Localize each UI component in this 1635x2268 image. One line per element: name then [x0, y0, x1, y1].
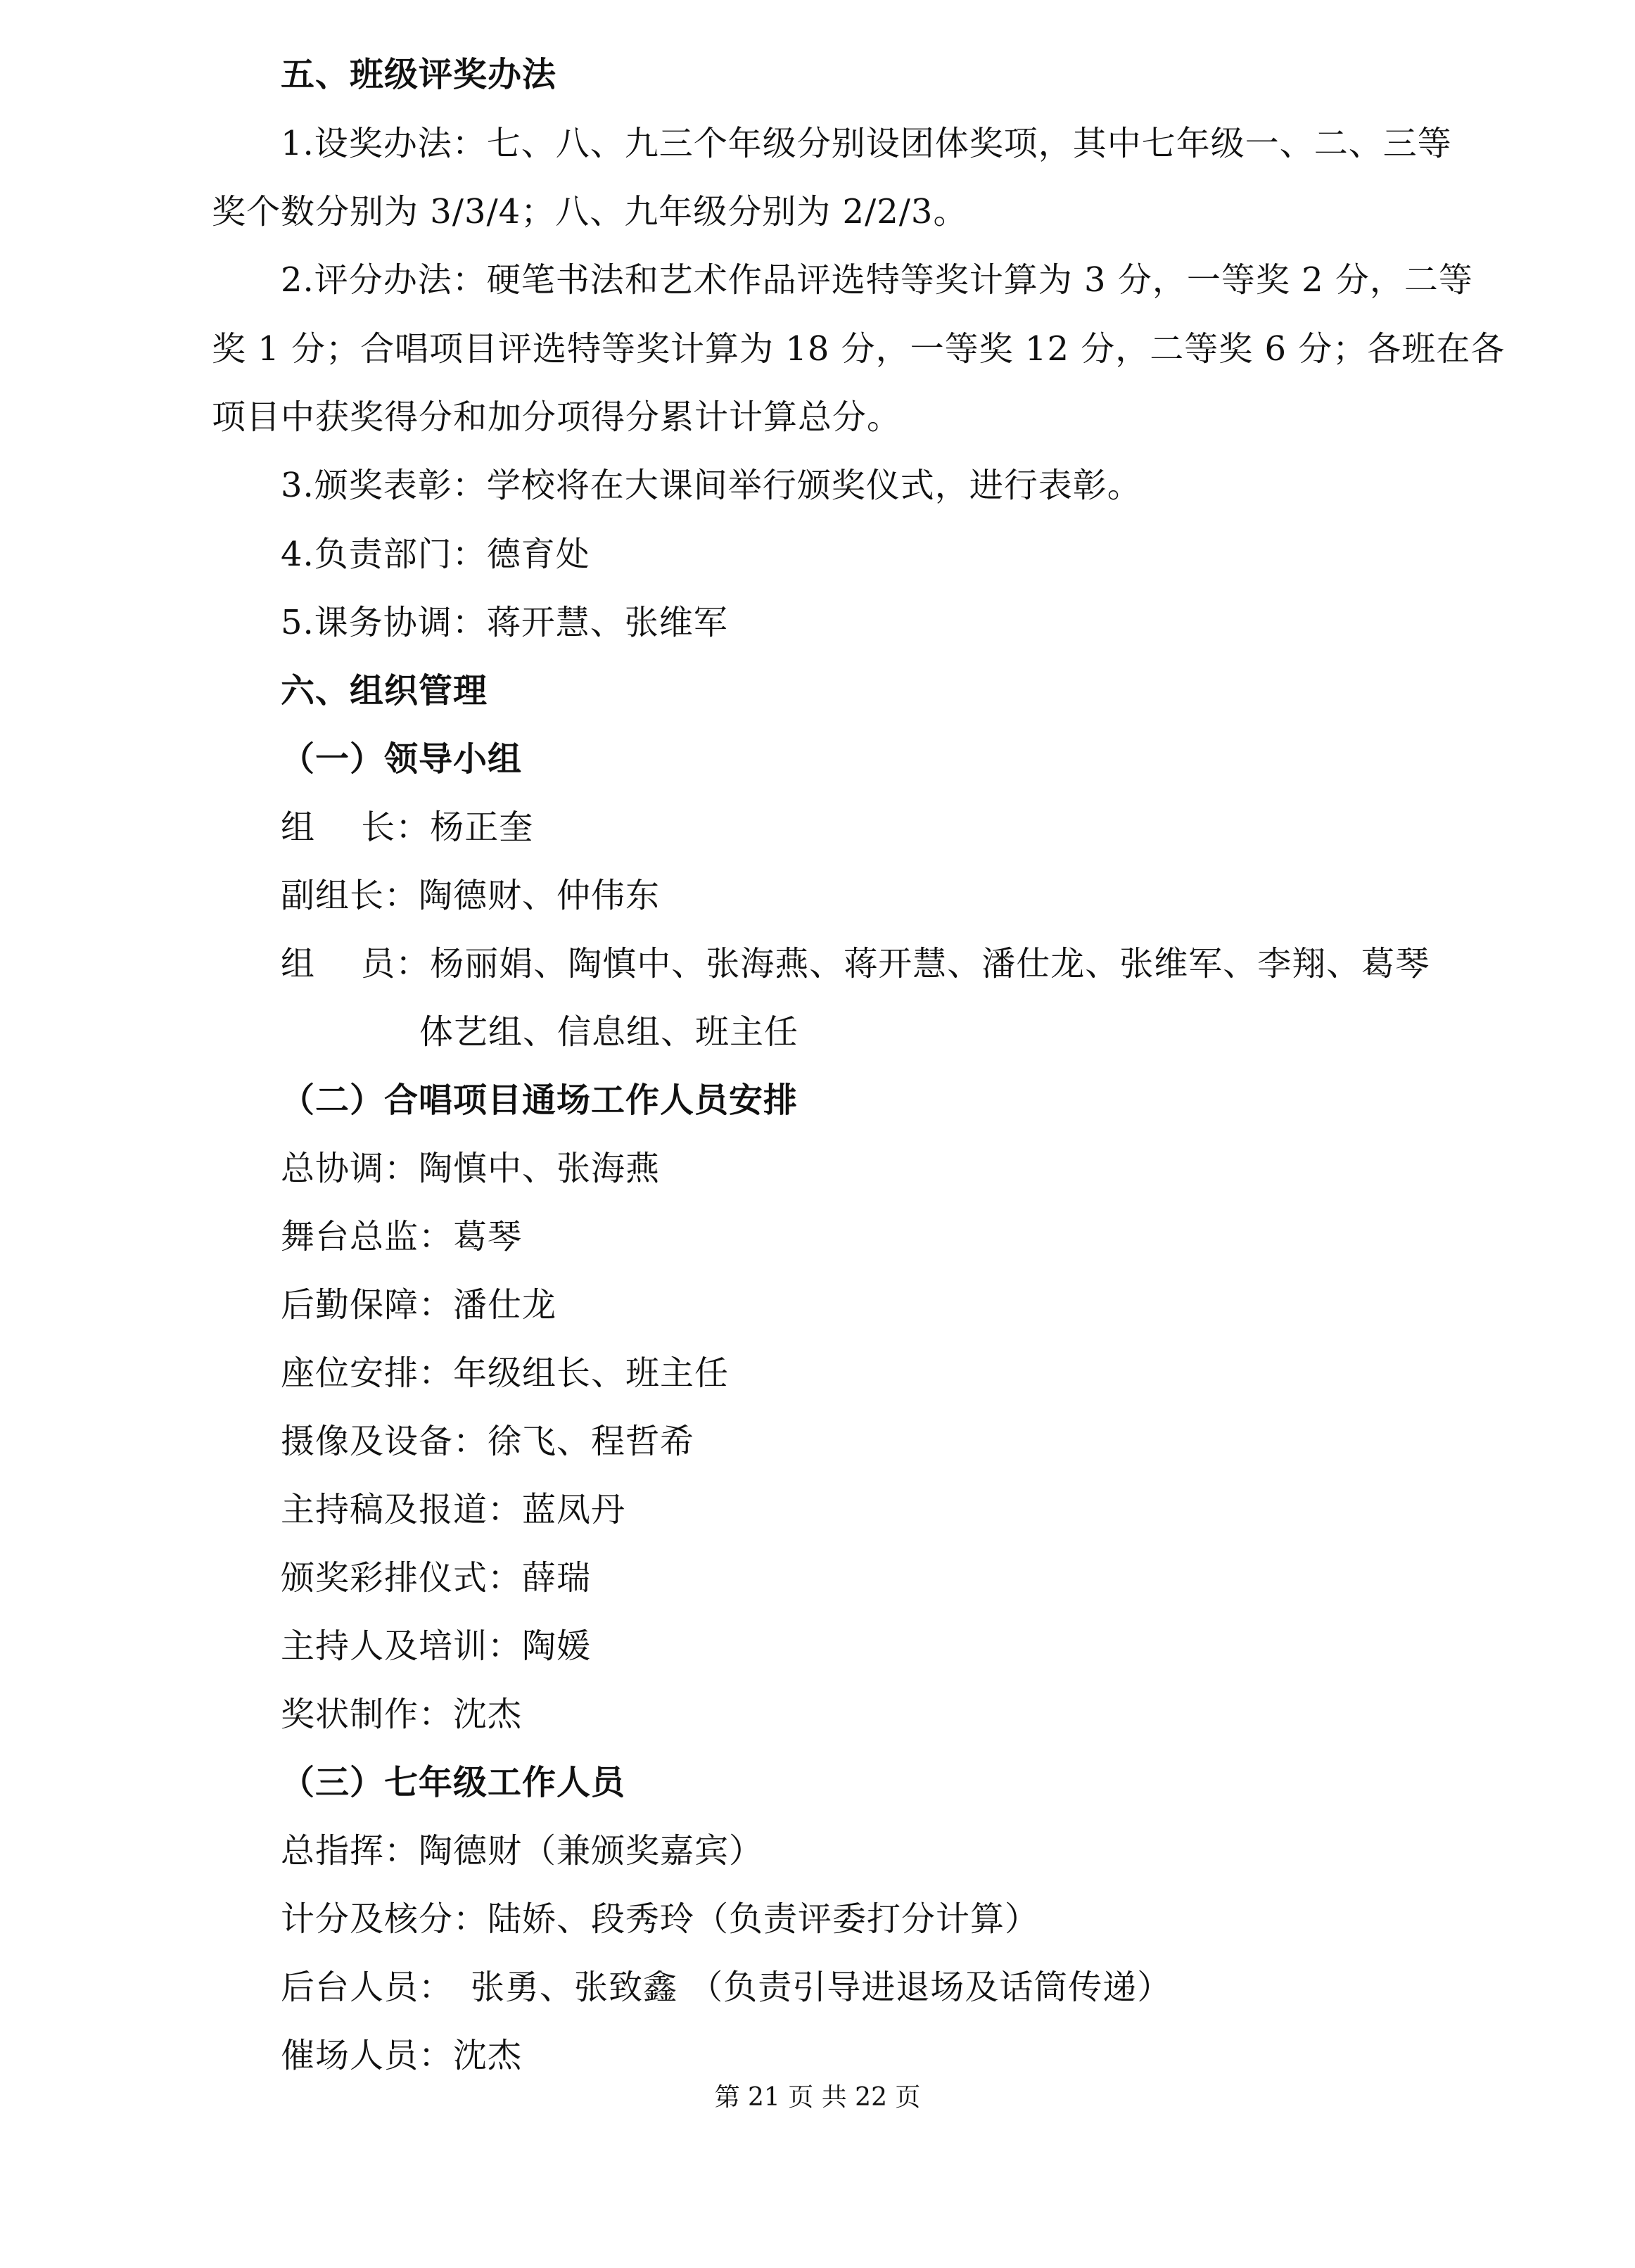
paragraph-line: 催场人员：沈杰	[281, 2036, 523, 2075]
paragraph-line: 3.颁奖表彰：学校将在大课间举行颁奖仪式，进行表彰。	[281, 466, 1142, 505]
subsection-heading-chorus-staff: （二）合唱项目通场工作人员安排	[281, 1081, 799, 1120]
paragraph-line: 副组长：陶德财、仲伟东	[281, 876, 661, 915]
paragraph-line: 2.评分办法：硬笔书法和艺术作品评选特等奖计算为 3 分，一等奖 2 分，二等	[281, 260, 1473, 300]
paragraph-line: 4.负责部门：德育处	[281, 535, 590, 574]
section-heading-award-method: 五、班级评奖办法	[281, 55, 557, 94]
paragraph-line: 总协调：陶慎中、张海燕	[281, 1149, 661, 1188]
paragraph-line: 奖个数分别为 3/3/4；八、九年级分别为 2/2/3。	[212, 192, 968, 231]
paragraph-line: 摄像及设备：徐飞、程哲希	[281, 1422, 695, 1461]
paragraph-line: 项目中获奖得分和加分项得分累计计算总分。	[212, 397, 902, 437]
subsection-heading-grade7-staff: （三）七年级工作人员	[281, 1763, 626, 1802]
paragraph-line: 主持人及培训：陶媛	[281, 1626, 592, 1666]
paragraph-line: 后台人员： 张勇、张致鑫 （负责引导进退场及话筒传递）	[281, 1968, 1172, 2007]
paragraph-line: 舞台总监：葛琴	[281, 1217, 523, 1256]
paragraph-line: 奖状制作：沈杰	[281, 1695, 523, 1734]
section-heading-organization: 六、组织管理	[281, 671, 488, 711]
paragraph-line: 主持稿及报道：蓝凤丹	[281, 1490, 626, 1529]
page-number-footer: 第 21 页 共 22 页	[714, 2083, 921, 2112]
paragraph-line: 体艺组、信息组、班主任	[419, 1012, 799, 1052]
paragraph-line: 组 员：杨丽娟、陶慎中、张海燕、蒋开慧、潘仕龙、张维军、李翔、葛琴	[281, 944, 1430, 983]
paragraph-line: 座位安排：年级组长、班主任	[281, 1353, 730, 1393]
paragraph-line: 1.设奖办法：七、八、九三个年级分别设团体奖项，其中七年级一、二、三等	[281, 124, 1452, 163]
paragraph-line: 奖 1 分；合唱项目评选特等奖计算为 18 分，一等奖 12 分，二等奖 6 分；各班在各	[212, 329, 1506, 369]
paragraph-line: 总指挥：陶德财（兼颁奖嘉宾）	[281, 1831, 764, 1871]
paragraph-line: 组 长：杨正奎	[281, 808, 534, 847]
paragraph-line: 后勤保障：潘仕龙	[281, 1285, 557, 1325]
paragraph-line: 颁奖彩排仪式：薛瑞	[281, 1558, 592, 1598]
paragraph-line: 计分及核分：陆娇、段秀玲（负责评委打分计算）	[281, 1899, 1040, 1939]
subsection-heading-leadership: （一）领导小组	[281, 739, 523, 779]
paragraph-line: 5.课务协调：蒋开慧、张维军	[281, 603, 728, 642]
